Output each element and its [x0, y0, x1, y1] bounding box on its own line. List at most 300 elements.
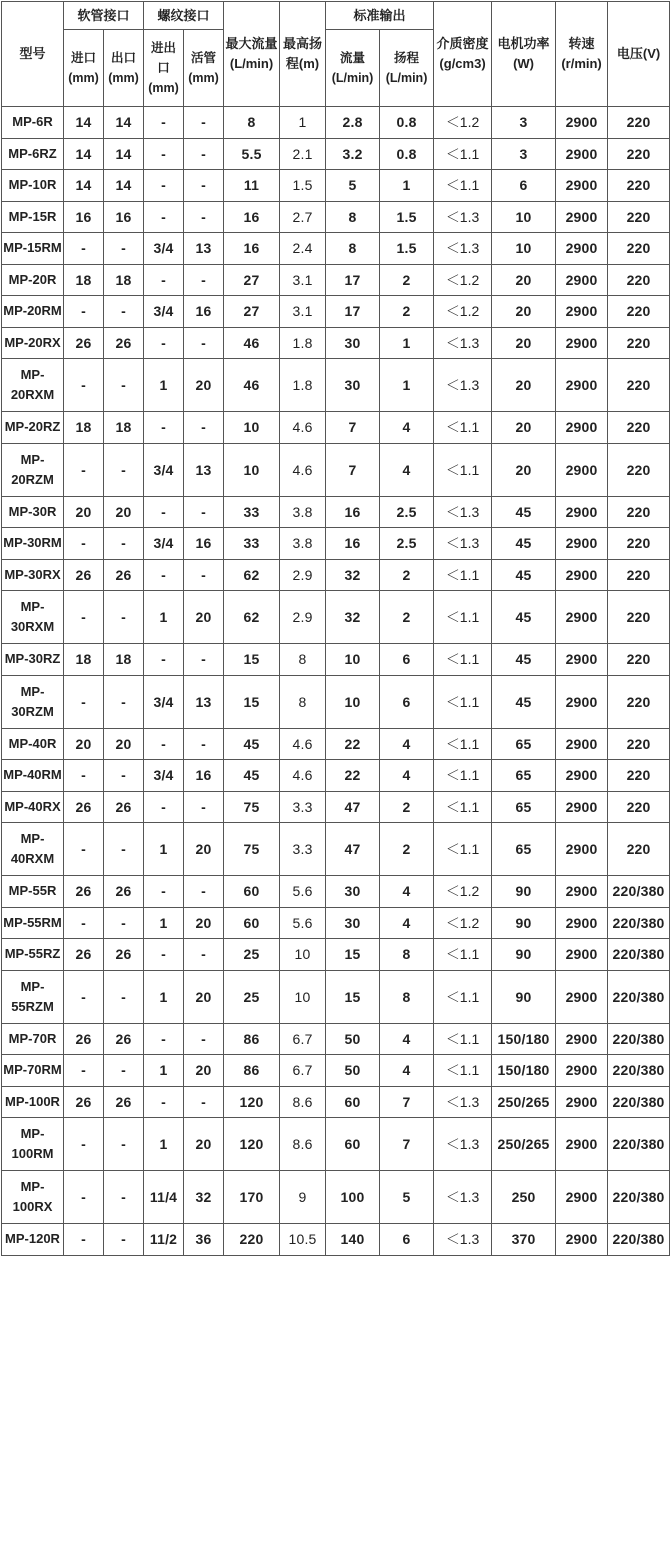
cell-model: MP-40RXM: [2, 823, 64, 876]
header-thread-union: 活管(mm): [184, 30, 224, 107]
cell-maxhead: 3.8: [280, 528, 326, 560]
header-max-flow: 最大流量(L/min): [224, 2, 280, 107]
cell-tio: -: [144, 138, 184, 170]
cell-out: -: [104, 1224, 144, 1256]
cell-in: -: [64, 443, 104, 496]
table-row: [2, 1023, 670, 1055]
cell-voltage: 220: [608, 296, 670, 328]
cell-head: 2: [380, 559, 434, 591]
cell-flow: 30: [326, 876, 380, 908]
cell-density: ＜1.1: [434, 591, 492, 644]
cell-tio: 11/4: [144, 1171, 184, 1224]
cell-maxflow: 25: [224, 970, 280, 1023]
header-row-top: [2, 2, 670, 30]
cell-voltage: 220: [608, 412, 670, 444]
cell-tu: 32: [184, 1171, 224, 1224]
cell-flow: 30: [326, 359, 380, 412]
cell-flow: 47: [326, 823, 380, 876]
header-std-output: 标准输出: [326, 2, 434, 30]
table-row: [2, 412, 670, 444]
cell-tio: -: [144, 201, 184, 233]
cell-maxflow: 15: [224, 644, 280, 676]
cell-flow: 32: [326, 591, 380, 644]
cell-in: -: [64, 970, 104, 1023]
cell-head: 4: [380, 412, 434, 444]
cell-speed: 2900: [556, 939, 608, 971]
cell-power: 90: [492, 876, 556, 908]
cell-tu: 20: [184, 1118, 224, 1171]
cell-model: MP-30R: [2, 496, 64, 528]
table-row: [2, 1055, 670, 1087]
header-voltage: 电压(V): [608, 2, 670, 107]
cell-speed: 2900: [556, 201, 608, 233]
cell-power: 250/265: [492, 1086, 556, 1118]
table-row: [2, 528, 670, 560]
cell-model: MP-30RZM: [2, 675, 64, 728]
cell-flow: 5: [326, 170, 380, 202]
cell-speed: 2900: [556, 359, 608, 412]
pump-spec-table: [1, 1, 670, 1256]
cell-power: 45: [492, 559, 556, 591]
cell-model: MP-20RZM: [2, 443, 64, 496]
cell-speed: 2900: [556, 327, 608, 359]
cell-model: MP-30RX: [2, 559, 64, 591]
cell-power: 45: [492, 591, 556, 644]
cell-in: 18: [64, 264, 104, 296]
cell-head: 2: [380, 591, 434, 644]
cell-tio: 1: [144, 823, 184, 876]
cell-head: 1: [380, 170, 434, 202]
cell-density: ＜1.3: [434, 327, 492, 359]
cell-speed: 2900: [556, 591, 608, 644]
cell-voltage: 220/380: [608, 1224, 670, 1256]
cell-density: ＜1.3: [434, 1086, 492, 1118]
cell-voltage: 220/380: [608, 1118, 670, 1171]
cell-power: 3: [492, 107, 556, 139]
cell-flow: 3.2: [326, 138, 380, 170]
cell-flow: 17: [326, 296, 380, 328]
cell-maxflow: 15: [224, 675, 280, 728]
cell-out: -: [104, 970, 144, 1023]
cell-out: -: [104, 443, 144, 496]
cell-in: -: [64, 907, 104, 939]
cell-density: ＜1.1: [434, 138, 492, 170]
cell-maxhead: 2.9: [280, 591, 326, 644]
table-row: [2, 264, 670, 296]
cell-speed: 2900: [556, 138, 608, 170]
cell-out: -: [104, 907, 144, 939]
cell-maxflow: 46: [224, 327, 280, 359]
cell-model: MP-30RM: [2, 528, 64, 560]
cell-in: -: [64, 528, 104, 560]
cell-density: ＜1.1: [434, 675, 492, 728]
cell-maxflow: 75: [224, 791, 280, 823]
cell-model: MP-6RZ: [2, 138, 64, 170]
cell-head: 1: [380, 327, 434, 359]
cell-density: ＜1.3: [434, 1118, 492, 1171]
cell-density: ＜1.2: [434, 907, 492, 939]
cell-power: 90: [492, 970, 556, 1023]
cell-power: 45: [492, 528, 556, 560]
cell-maxflow: 8: [224, 107, 280, 139]
cell-voltage: 220: [608, 675, 670, 728]
cell-flow: 10: [326, 675, 380, 728]
cell-tu: -: [184, 264, 224, 296]
cell-tu: -: [184, 107, 224, 139]
cell-tio: -: [144, 264, 184, 296]
cell-power: 10: [492, 201, 556, 233]
cell-flow: 15: [326, 939, 380, 971]
cell-maxhead: 4.6: [280, 443, 326, 496]
cell-flow: 8: [326, 233, 380, 265]
cell-voltage: 220/380: [608, 1171, 670, 1224]
cell-head: 4: [380, 1023, 434, 1055]
cell-density: ＜1.1: [434, 412, 492, 444]
cell-speed: 2900: [556, 760, 608, 792]
cell-maxflow: 75: [224, 823, 280, 876]
cell-voltage: 220: [608, 233, 670, 265]
cell-in: 18: [64, 644, 104, 676]
cell-speed: 2900: [556, 296, 608, 328]
cell-voltage: 220: [608, 528, 670, 560]
cell-in: -: [64, 359, 104, 412]
table-row: [2, 138, 670, 170]
table-header: [2, 2, 670, 107]
cell-out: 14: [104, 107, 144, 139]
cell-tu: 16: [184, 760, 224, 792]
cell-maxflow: 45: [224, 728, 280, 760]
cell-model: MP-20RM: [2, 296, 64, 328]
cell-out: 26: [104, 327, 144, 359]
cell-in: -: [64, 675, 104, 728]
cell-out: 14: [104, 138, 144, 170]
cell-maxhead: 1.8: [280, 327, 326, 359]
cell-model: MP-30RXM: [2, 591, 64, 644]
cell-flow: 10: [326, 644, 380, 676]
cell-tio: 3/4: [144, 760, 184, 792]
cell-head: 1: [380, 359, 434, 412]
header-thread: 螺纹接口: [144, 2, 224, 30]
cell-tu: 20: [184, 823, 224, 876]
cell-in: 26: [64, 791, 104, 823]
cell-head: 1.5: [380, 233, 434, 265]
cell-tio: 3/4: [144, 443, 184, 496]
cell-density: ＜1.1: [434, 791, 492, 823]
cell-tio: 1: [144, 907, 184, 939]
cell-speed: 2900: [556, 1023, 608, 1055]
cell-tu: -: [184, 644, 224, 676]
cell-in: -: [64, 1118, 104, 1171]
cell-maxhead: 10: [280, 970, 326, 1023]
cell-maxflow: 62: [224, 559, 280, 591]
cell-tu: -: [184, 876, 224, 908]
cell-tu: -: [184, 559, 224, 591]
cell-maxflow: 10: [224, 443, 280, 496]
table-row: [2, 823, 670, 876]
cell-model: MP-100R: [2, 1086, 64, 1118]
cell-head: 4: [380, 443, 434, 496]
cell-density: ＜1.1: [434, 760, 492, 792]
cell-maxhead: 3.3: [280, 791, 326, 823]
cell-out: -: [104, 760, 144, 792]
cell-voltage: 220: [608, 443, 670, 496]
header-hose: 软管接口: [64, 2, 144, 30]
cell-head: 4: [380, 907, 434, 939]
cell-power: 45: [492, 675, 556, 728]
cell-tio: 3/4: [144, 675, 184, 728]
table-row: [2, 327, 670, 359]
cell-voltage: 220: [608, 264, 670, 296]
cell-tio: -: [144, 728, 184, 760]
cell-power: 20: [492, 443, 556, 496]
cell-model: MP-10R: [2, 170, 64, 202]
cell-tio: -: [144, 791, 184, 823]
cell-tu: 20: [184, 1055, 224, 1087]
cell-power: 20: [492, 412, 556, 444]
cell-speed: 2900: [556, 1055, 608, 1087]
cell-speed: 2900: [556, 675, 608, 728]
cell-flow: 22: [326, 760, 380, 792]
cell-model: MP-100RX: [2, 1171, 64, 1224]
cell-in: -: [64, 296, 104, 328]
cell-in: -: [64, 760, 104, 792]
cell-in: 20: [64, 728, 104, 760]
cell-speed: 2900: [556, 107, 608, 139]
cell-in: -: [64, 1171, 104, 1224]
cell-head: 0.8: [380, 138, 434, 170]
cell-out: 26: [104, 791, 144, 823]
cell-speed: 2900: [556, 907, 608, 939]
table-row: [2, 359, 670, 412]
cell-tio: -: [144, 559, 184, 591]
cell-maxhead: 4.6: [280, 412, 326, 444]
cell-in: -: [64, 233, 104, 265]
cell-maxhead: 1.5: [280, 170, 326, 202]
cell-head: 6: [380, 1224, 434, 1256]
cell-maxflow: 27: [224, 264, 280, 296]
cell-model: MP-100RM: [2, 1118, 64, 1171]
cell-model: MP-55R: [2, 876, 64, 908]
header-density: 介质密度(g/cm3): [434, 2, 492, 107]
cell-power: 250/265: [492, 1118, 556, 1171]
cell-speed: 2900: [556, 970, 608, 1023]
cell-voltage: 220: [608, 496, 670, 528]
cell-head: 6: [380, 644, 434, 676]
cell-voltage: 220: [608, 327, 670, 359]
header-model: 型号: [2, 2, 64, 107]
cell-out: 26: [104, 1086, 144, 1118]
cell-model: MP-15RM: [2, 233, 64, 265]
cell-maxflow: 86: [224, 1023, 280, 1055]
cell-tu: -: [184, 412, 224, 444]
cell-model: MP-55RM: [2, 907, 64, 939]
cell-flow: 50: [326, 1055, 380, 1087]
table-row: [2, 170, 670, 202]
cell-tio: -: [144, 1086, 184, 1118]
cell-model: MP-15R: [2, 201, 64, 233]
cell-maxhead: 6.7: [280, 1055, 326, 1087]
cell-tio: 3/4: [144, 296, 184, 328]
cell-maxflow: 16: [224, 201, 280, 233]
cell-density: ＜1.2: [434, 876, 492, 908]
cell-out: -: [104, 233, 144, 265]
cell-in: -: [64, 591, 104, 644]
cell-out: 18: [104, 264, 144, 296]
cell-power: 6: [492, 170, 556, 202]
cell-model: MP-20RZ: [2, 412, 64, 444]
cell-speed: 2900: [556, 876, 608, 908]
cell-maxhead: 1: [280, 107, 326, 139]
cell-voltage: 220/380: [608, 907, 670, 939]
cell-tu: 20: [184, 591, 224, 644]
cell-voltage: 220: [608, 760, 670, 792]
cell-head: 2: [380, 264, 434, 296]
header-std-head: 扬程(L/min): [380, 30, 434, 107]
cell-power: 20: [492, 296, 556, 328]
cell-power: 45: [492, 496, 556, 528]
cell-maxflow: 45: [224, 760, 280, 792]
table-row: [2, 1118, 670, 1171]
cell-speed: 2900: [556, 1224, 608, 1256]
cell-out: 26: [104, 939, 144, 971]
cell-maxflow: 170: [224, 1171, 280, 1224]
cell-density: ＜1.2: [434, 107, 492, 139]
cell-speed: 2900: [556, 496, 608, 528]
cell-maxhead: 2.9: [280, 559, 326, 591]
cell-in: -: [64, 1224, 104, 1256]
cell-flow: 30: [326, 907, 380, 939]
table-row: [2, 233, 670, 265]
cell-speed: 2900: [556, 791, 608, 823]
cell-out: 20: [104, 496, 144, 528]
cell-speed: 2900: [556, 528, 608, 560]
cell-maxflow: 25: [224, 939, 280, 971]
cell-power: 65: [492, 760, 556, 792]
cell-tu: -: [184, 1086, 224, 1118]
table-row: [2, 496, 670, 528]
cell-speed: 2900: [556, 412, 608, 444]
cell-speed: 2900: [556, 823, 608, 876]
table-row: [2, 876, 670, 908]
cell-maxflow: 5.5: [224, 138, 280, 170]
header-hose-in: 进口(mm): [64, 30, 104, 107]
cell-model: MP-20RXM: [2, 359, 64, 412]
cell-in: 14: [64, 107, 104, 139]
cell-flow: 7: [326, 443, 380, 496]
cell-model: MP-55RZ: [2, 939, 64, 971]
cell-power: 90: [492, 907, 556, 939]
cell-head: 2: [380, 791, 434, 823]
table-row: [2, 970, 670, 1023]
cell-model: MP-55RZM: [2, 970, 64, 1023]
cell-density: ＜1.1: [434, 1023, 492, 1055]
cell-maxflow: 11: [224, 170, 280, 202]
cell-maxhead: 8.6: [280, 1086, 326, 1118]
cell-tio: -: [144, 496, 184, 528]
cell-maxhead: 8.6: [280, 1118, 326, 1171]
cell-tio: 1: [144, 1118, 184, 1171]
cell-maxflow: 86: [224, 1055, 280, 1087]
cell-tu: -: [184, 496, 224, 528]
cell-power: 370: [492, 1224, 556, 1256]
cell-maxflow: 120: [224, 1086, 280, 1118]
header-hose-out: 出口(mm): [104, 30, 144, 107]
cell-model: MP-6R: [2, 107, 64, 139]
cell-density: ＜1.3: [434, 233, 492, 265]
cell-power: 45: [492, 644, 556, 676]
cell-voltage: 220: [608, 138, 670, 170]
cell-voltage: 220/380: [608, 970, 670, 1023]
cell-maxhead: 5.6: [280, 907, 326, 939]
cell-speed: 2900: [556, 728, 608, 760]
cell-flow: 22: [326, 728, 380, 760]
cell-maxflow: 33: [224, 496, 280, 528]
cell-density: ＜1.1: [434, 443, 492, 496]
cell-out: -: [104, 296, 144, 328]
table-row: [2, 644, 670, 676]
cell-voltage: 220: [608, 359, 670, 412]
cell-maxhead: 10.5: [280, 1224, 326, 1256]
table-row: [2, 675, 670, 728]
header-max-head: 最高扬程(m): [280, 2, 326, 107]
cell-density: ＜1.3: [434, 496, 492, 528]
cell-head: 2: [380, 296, 434, 328]
cell-flow: 30: [326, 327, 380, 359]
table-row: [2, 1086, 670, 1118]
cell-density: ＜1.1: [434, 823, 492, 876]
cell-model: MP-40R: [2, 728, 64, 760]
cell-tu: 16: [184, 528, 224, 560]
cell-in: 26: [64, 939, 104, 971]
cell-out: -: [104, 1118, 144, 1171]
cell-tu: 20: [184, 907, 224, 939]
cell-out: 16: [104, 201, 144, 233]
cell-model: MP-40RM: [2, 760, 64, 792]
table-row: [2, 591, 670, 644]
cell-in: 26: [64, 327, 104, 359]
cell-head: 0.8: [380, 107, 434, 139]
table-row: [2, 907, 670, 939]
cell-speed: 2900: [556, 233, 608, 265]
cell-flow: 17: [326, 264, 380, 296]
cell-flow: 47: [326, 791, 380, 823]
cell-in: -: [64, 1055, 104, 1087]
cell-head: 8: [380, 970, 434, 1023]
header-power: 电机功率(W): [492, 2, 556, 107]
table-row: [2, 559, 670, 591]
cell-tu: -: [184, 791, 224, 823]
cell-in: 26: [64, 1086, 104, 1118]
table-row: [2, 760, 670, 792]
cell-head: 7: [380, 1118, 434, 1171]
cell-maxhead: 5.6: [280, 876, 326, 908]
cell-maxhead: 2.4: [280, 233, 326, 265]
cell-density: ＜1.1: [434, 170, 492, 202]
cell-out: 14: [104, 170, 144, 202]
cell-head: 2.5: [380, 496, 434, 528]
cell-speed: 2900: [556, 644, 608, 676]
cell-tu: -: [184, 201, 224, 233]
cell-in: 26: [64, 559, 104, 591]
cell-out: -: [104, 1171, 144, 1224]
cell-maxhead: 8: [280, 644, 326, 676]
cell-tio: -: [144, 876, 184, 908]
cell-power: 10: [492, 233, 556, 265]
cell-power: 150/180: [492, 1023, 556, 1055]
cell-maxflow: 16: [224, 233, 280, 265]
cell-tio: -: [144, 107, 184, 139]
cell-tio: 1: [144, 1055, 184, 1087]
